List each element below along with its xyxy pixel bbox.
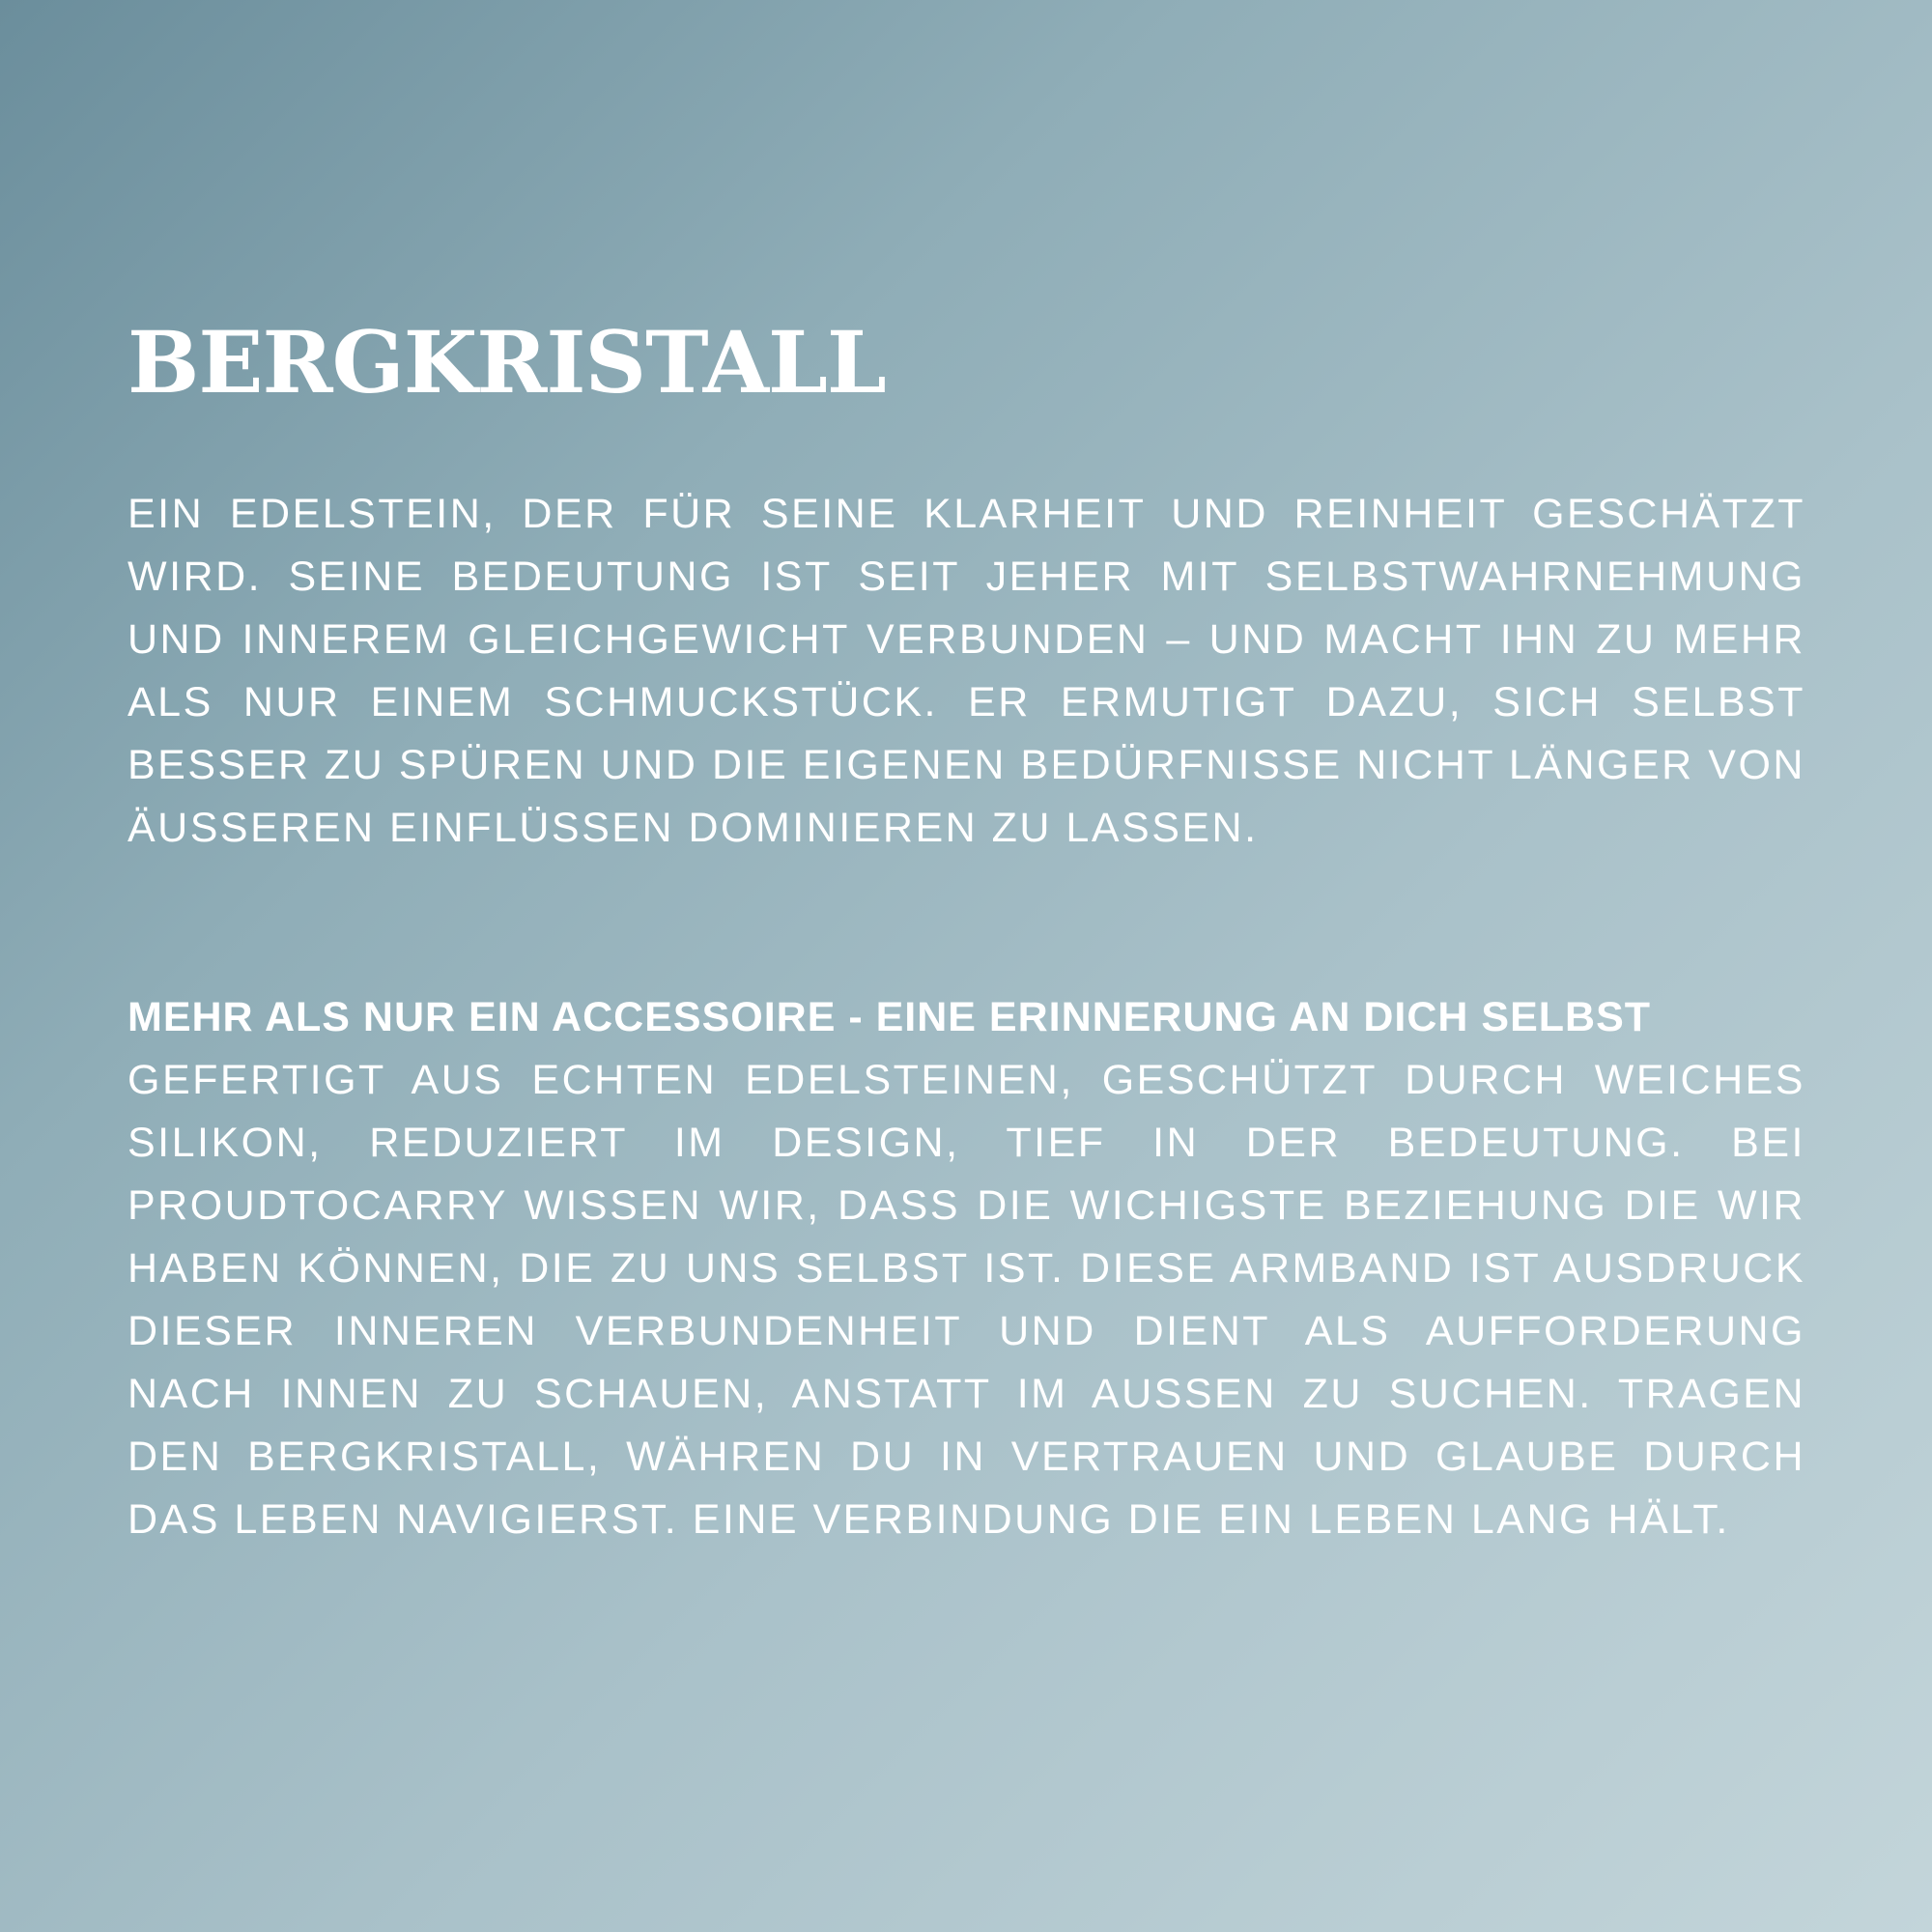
section-heading: MEHR ALS NUR EIN ACCESSOIRE - EINE ERINNERUNG AN DICH SELBST: [128, 994, 1652, 1040]
description-paragraph: GEFERTIGT AUS ECHTEN EDELSTEINEN, GESCHÜTZT DURCH WEICHES SILIKON, REDUZIERT IM DESIGN, TIEF IN DER BEDEUTUNG. BEI PROUDTOCARRY WISSEN WIR, DASS DIE WICHIGSTE BEZIEHUNG DIE WIR HABEN KÖNNEN, DIE ZU UNS SELBST IST. DIESE ARMBAND IST AUSDRUCK DIESER INNEREN VERBUNDENHEIT UND DIENT ALS AUFFORDERUNG NACH INNEN ZU SCHAUEN, ANSTATT IM AUSSEN ZU SUCHEN. TRAGEN DEN BERGKRISTALL, WÄHREN DU IN VERTRAUEN UND GLAUBE DURCH DAS LEBEN NAVIGIERST. EINE VERBINDUNG DIE EIN LEBEN LANG HÄLT.: [128, 1057, 1805, 1543]
page-title: BERGKRISTALL: [128, 312, 886, 412]
intro-paragraph: EIN EDELSTEIN, DER FÜR SEINE KLARHEIT UND REINHEIT GESCHÄTZT WIRD. SEINE BEDEUTUNG IST SEIT JEHER MIT SELBSTWAHRNEHMUNG UND INNEREM GLEICHGEWICHT VERBUNDEN – UND MACHT IHN ZU MEHR ALS NUR EINEM SCHMUCKSTÜCK. ER ERMUTIGT DAZU, SICH SELBST BESSER ZU SPÜREN UND DIE EIGENEN BEDÜRFNISSE NICHT LÄNGER VON ÄUSSEREN EINFLÜSSEN DOMINIEREN ZU LASSEN.: [128, 491, 1805, 851]
